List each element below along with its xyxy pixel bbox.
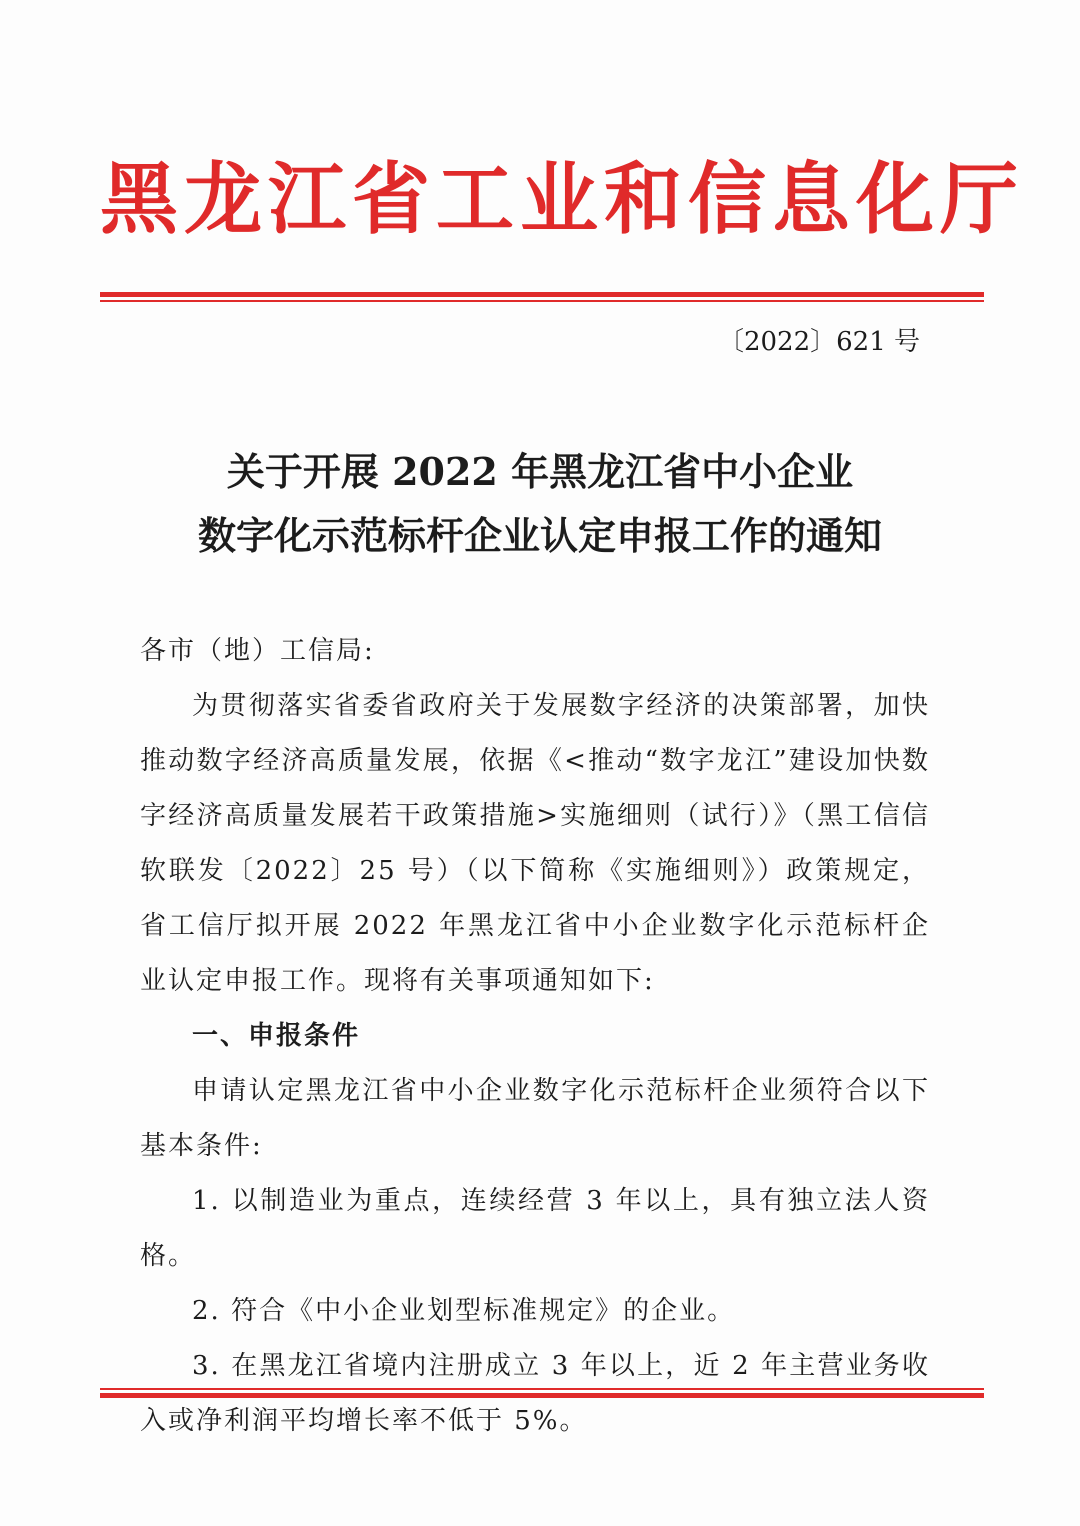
letterhead-red-rule: [100, 292, 984, 302]
salutation: 各市（地）工信局:: [140, 636, 375, 666]
letterhead-org-name: 黑龙江省工业和信息化厅: [100, 155, 1025, 245]
red-rule-thick: [100, 1393, 984, 1398]
condition-item: 2. 符合《中小企业划型标准规定》的企业。: [192, 1296, 736, 1326]
section-1-heading: 一、申报条件: [192, 1021, 361, 1051]
intro-paragraph: 为贯彻落实省委省政府关于发展数字经济的决策部署，加快推动数字经济高质量发展，依据《<推动“数字龙江”建设加快数字经济高质量发展若干政策措施>实施细则（试行）》（黑工信信软联发〔2022〕25 号）（以下简称《实施细则》）政策规定，省工信厅拟开展 2022 年黑龙江省中小企业数字化示范标杆企业认定申报工作。现将有关事项通知如下:: [140, 691, 930, 996]
document-number: 〔2022〕621 号: [717, 327, 920, 357]
red-rule-thin: [100, 300, 984, 302]
notice-title-line-1: 关于开展 2022 年黑龙江省中小企业: [226, 449, 854, 494]
condition-item: 1. 以制造业为重点，连续经营 3 年以上，具有独立法人资格。: [140, 1186, 930, 1271]
footer-red-rule: [100, 1388, 984, 1398]
notice-title: [100, 440, 980, 568]
section-1-intro: 申请认定黑龙江省中小企业数字化示范标杆企业须符合以下基本条件:: [140, 1076, 930, 1161]
condition-item: 3. 在黑龙江省境内注册成立 3 年以上，近 2 年主营业务收入或净利润平均增长率不低于 5%。: [140, 1351, 930, 1436]
document-body: [140, 624, 930, 1449]
notice-title-line-2: 数字化示范标杆企业认定申报工作的通知: [197, 513, 882, 558]
